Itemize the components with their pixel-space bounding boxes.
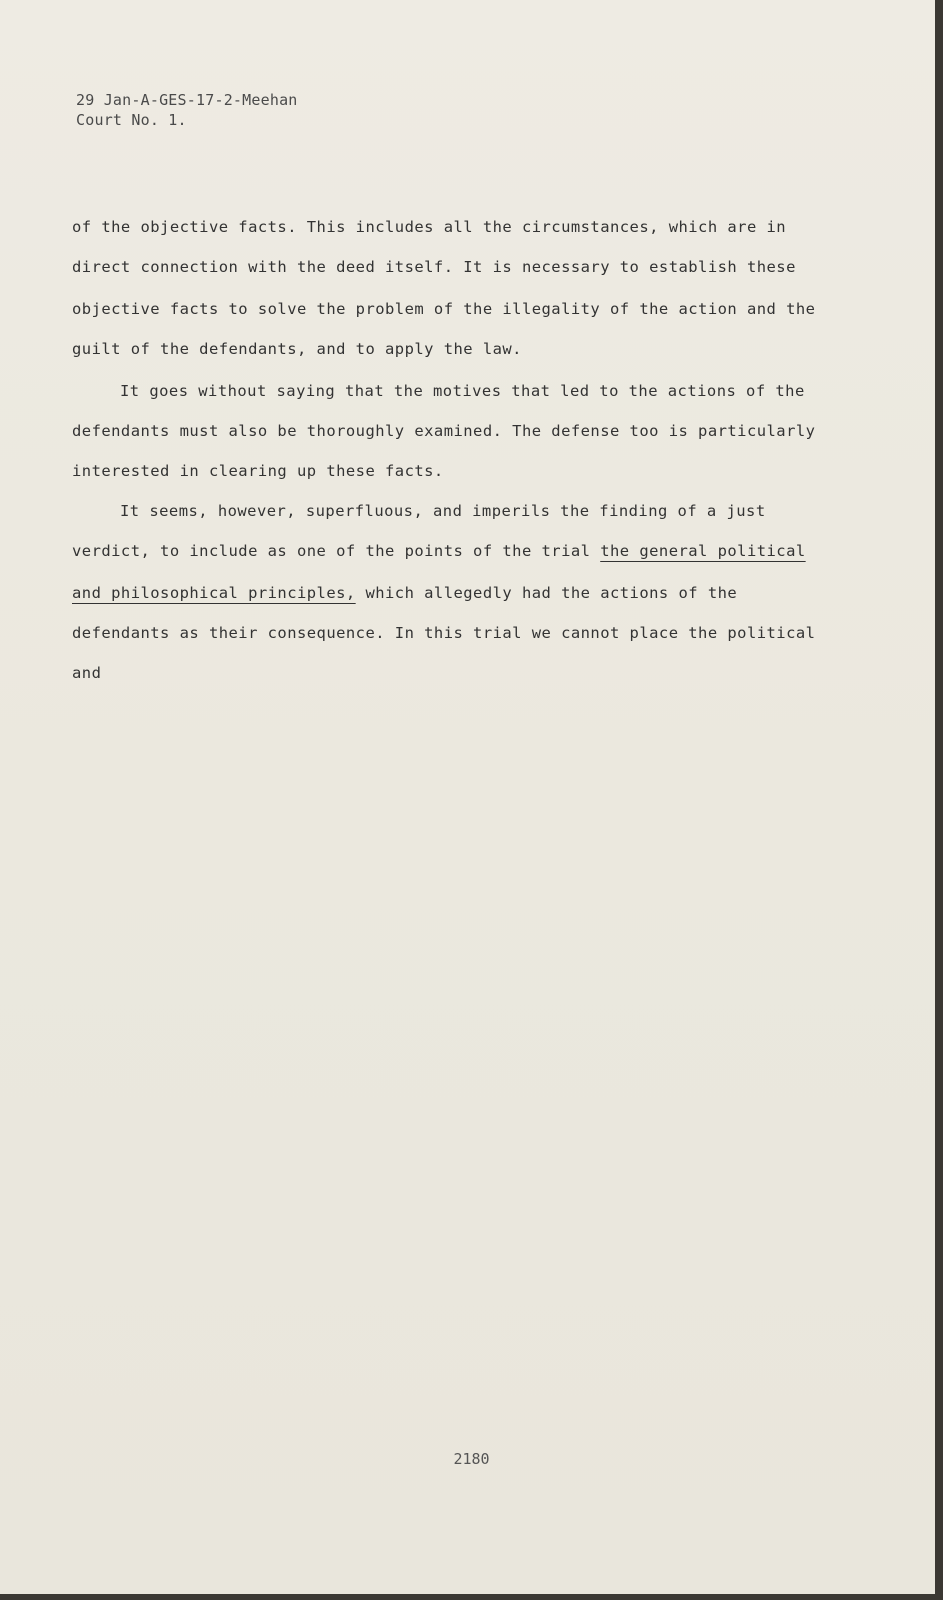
paragraph-2-line-3: interested in clearing up these facts. [72,462,444,480]
paragraph-1-line-4: guilt of the defendants, and to apply the law. [72,340,522,358]
paragraph-3-line-5: and [72,664,102,682]
paragraph-3-line-2 [72,542,806,560]
paragraph-3-line-1: It seems, however, superfluous, and imperils the finding of a just [120,502,766,520]
scan-edge-bottom [0,1594,943,1600]
header-court: Court No. 1. [76,111,187,129]
paragraph-3-line-3 [72,584,737,602]
page-number: 2180 [453,1450,490,1468]
paragraph-1-line-3: objective facts to solve the problem of the illegality of the action and the [72,300,816,318]
paragraph-3-line-4: defendants as their consequence. In this trial we cannot place the political [72,624,816,642]
paragraph-1-line-2: direct connection with the deed itself. It is necessary to establish these [72,258,796,276]
paragraph-2-line-1: It goes without saying that the motives that led to the actions of the [120,382,805,400]
paragraph-3-line-2-text: verdict, to include as one of the points of the trial [72,542,601,560]
scan-edge-right [935,0,943,1600]
paragraph-2-line-2: defendants must also be thoroughly examined. The defense too is particularly [72,422,816,440]
paragraph-3-line-3-text: which allegedly had the actions of the [355,584,738,602]
underlined-phrase-part-2: and philosophical principles, [72,584,356,602]
header-reference: 29 Jan-A-GES-17-2-Meehan [76,91,298,109]
document-header [76,90,298,130]
paragraph-1-line-1: of the objective facts. This includes all the circumstances, which are in [72,218,787,236]
underlined-phrase-part-1: the general political [600,542,806,560]
